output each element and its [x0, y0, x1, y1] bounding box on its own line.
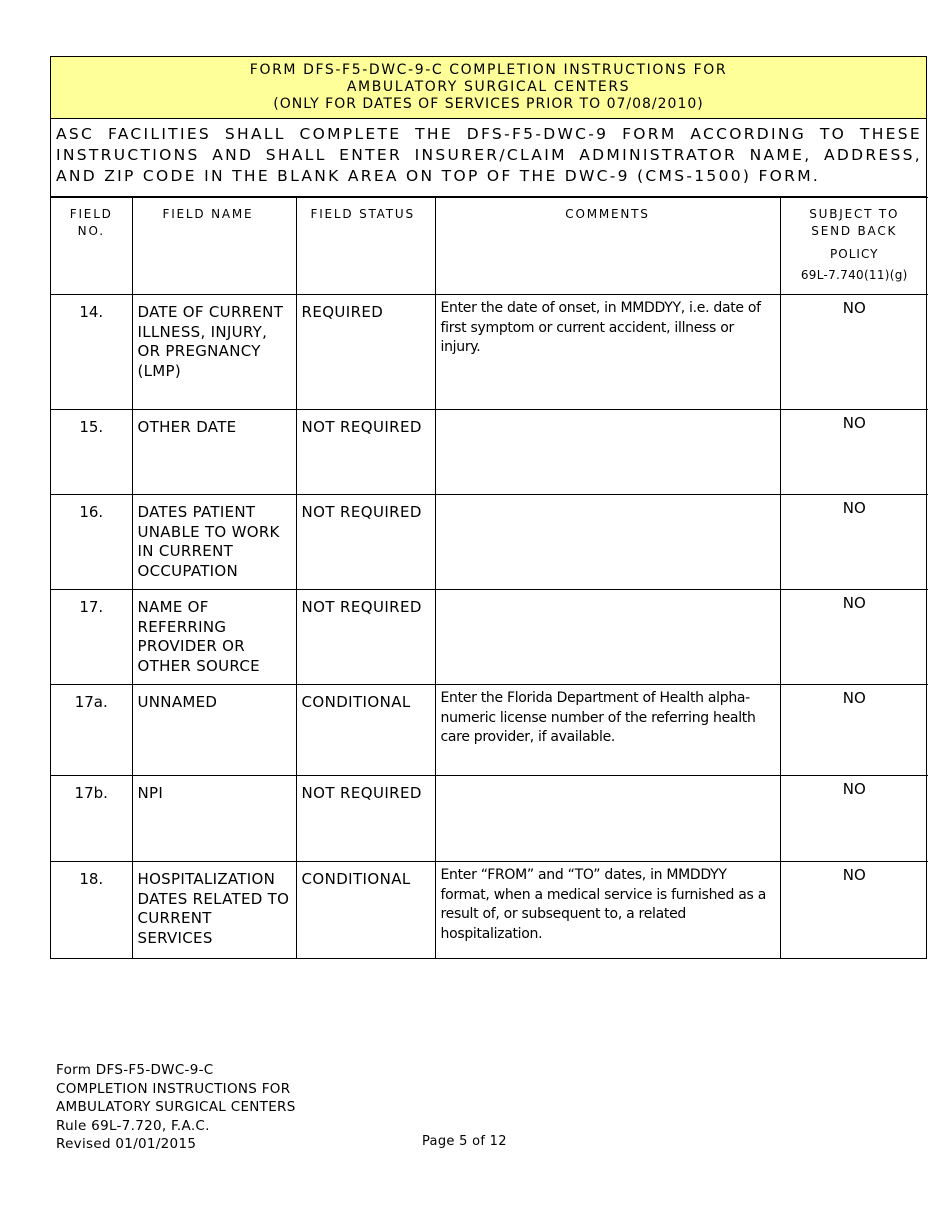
fields-table — [51, 197, 928, 958]
form-title: FORM DFS-F5-DWC-9-C COMPLETION INSTRUCTIONS FOR — [249, 62, 728, 78]
field-status: NOT REQUIRED — [296, 410, 435, 495]
footer-rule: Rule 69L-7.720, F.A.C. — [56, 1117, 210, 1134]
field-status: NOT REQUIRED — [296, 590, 435, 685]
intro-instructions: ASC FACILITIES SHALL COMPLETE THE DFS-F5-DWC-9 FORM ACCORDING TO THESE INSTRUCTIONS AND SHALL ENTER INSURER/CLAIM ADMINISTRATOR NAME, ADDRESS, AND ZIP CODE IN THE BLANK AREA ON TOP OF THE DWC-9 (CMS-1500) FORM. — [51, 119, 926, 197]
field-name: DATES PATIENT UNABLE TO WORK IN CURRENT OCCUPATION — [132, 495, 296, 590]
field-comments: Enter “FROM” and “TO” dates, in MMDDYY format, when a medical service is furnished as a result of, or subsequent to, a related hospitalization. — [435, 862, 780, 958]
field-name: UNNAMED — [132, 685, 296, 776]
col-header-field-name: FIELD NAME — [132, 198, 296, 295]
field-comments — [435, 410, 780, 495]
field-comments — [435, 495, 780, 590]
field-number: 16. — [51, 495, 132, 590]
field-comments: Enter the date of onset, in MMDDYY, i.e. date of first symptom or current accident, illness or injury. — [435, 295, 780, 410]
policy-label: POLICY — [830, 247, 879, 261]
policy-reference: 69L-7.740(11)(g) — [800, 268, 908, 282]
send-back-value: NO — [780, 410, 928, 495]
footer-subject: AMBULATORY SURGICAL CENTERS — [56, 1099, 296, 1115]
field-status: NOT REQUIRED — [296, 776, 435, 862]
table-header-row — [51, 198, 928, 295]
field-status: NOT REQUIRED — [296, 495, 435, 590]
field-number: 17b. — [51, 776, 132, 862]
table-row — [51, 495, 928, 590]
table-row — [51, 410, 928, 495]
col-header-field-no: FIELD NO. — [51, 198, 132, 295]
field-comments — [435, 776, 780, 862]
field-number: 14. — [51, 295, 132, 410]
table-row — [51, 862, 928, 958]
send-back-value: NO — [780, 495, 928, 590]
send-back-value: NO — [780, 295, 928, 410]
field-status: CONDITIONAL — [296, 862, 435, 958]
col-header-comments: COMMENTS — [435, 198, 780, 295]
send-back-value: NO — [780, 590, 928, 685]
col-header-send-back — [780, 198, 928, 295]
field-name: DATE OF CURRENT ILLNESS, INJURY, OR PREGNANCY (LMP) — [132, 295, 296, 410]
field-status: CONDITIONAL — [296, 685, 435, 776]
field-number: 17. — [51, 590, 132, 685]
footer-title: COMPLETION INSTRUCTIONS FOR — [56, 1080, 291, 1097]
form-title-band — [51, 57, 926, 119]
field-name: HOSPITALIZATION DATES RELATED TO CURRENT SERVICES — [132, 862, 296, 958]
table-row — [51, 776, 928, 862]
page-number: Page 5 of 12 — [422, 1134, 507, 1149]
field-name: NPI — [132, 776, 296, 862]
send-back-label: SUBJECT TO SEND BACK — [809, 207, 900, 238]
field-number: 18. — [51, 862, 132, 958]
field-name: NAME OF REFERRING PROVIDER OR OTHER SOURCE — [132, 590, 296, 685]
send-back-value: NO — [780, 776, 928, 862]
field-comments: Enter the Florida Department of Health alpha-numeric license number of the referring health care provider, if available. — [435, 685, 780, 776]
field-number: 15. — [51, 410, 132, 495]
footer-form-id: Form DFS-F5-DWC-9-C — [56, 1062, 214, 1078]
form-title-note: (ONLY FOR DATES OF SERVICES PRIOR TO 07/08/2010) — [273, 96, 704, 112]
table-row — [51, 685, 928, 776]
field-status: REQUIRED — [296, 295, 435, 410]
col-header-field-status: FIELD STATUS — [296, 198, 435, 295]
send-back-value: NO — [780, 862, 928, 958]
table-row — [51, 590, 928, 685]
field-name: OTHER DATE — [132, 410, 296, 495]
field-comments — [435, 590, 780, 685]
footer-block — [56, 1061, 296, 1154]
footer-revised: Revised 01/01/2015 — [56, 1136, 197, 1152]
send-back-value: NO — [780, 685, 928, 776]
instructions-form — [50, 56, 927, 959]
table-row — [51, 295, 928, 410]
field-number: 17a. — [51, 685, 132, 776]
form-title-subject: AMBULATORY SURGICAL CENTERS — [346, 79, 631, 95]
